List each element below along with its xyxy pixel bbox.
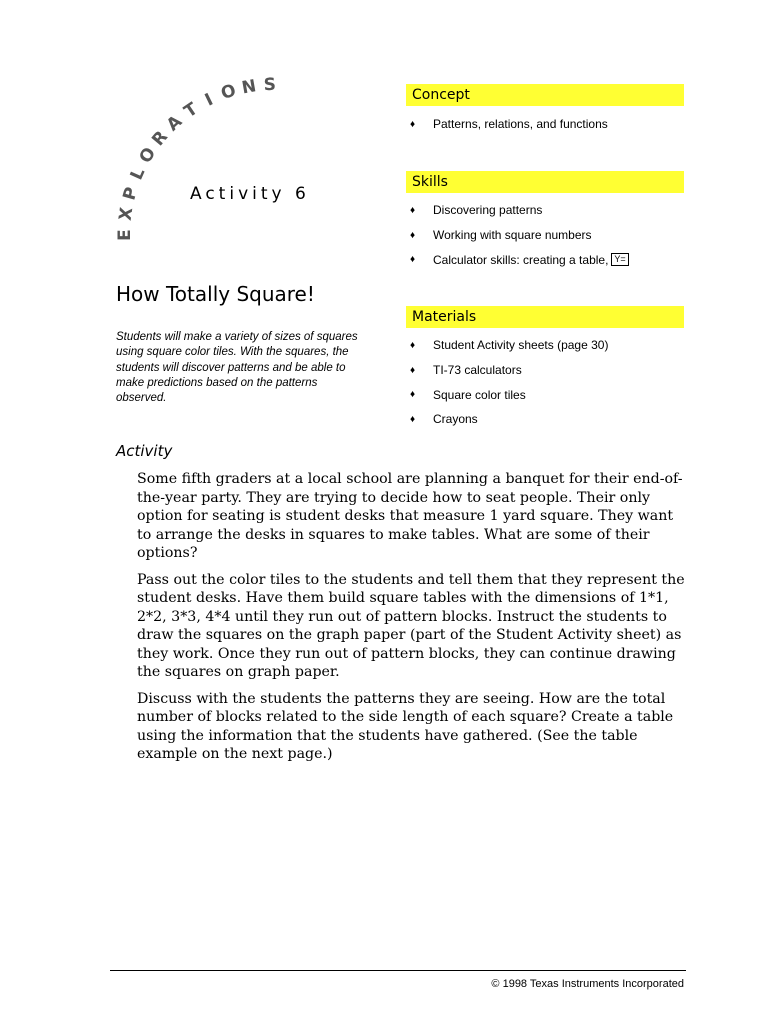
paragraph: Pass out the color tiles to the students and tell them that they represent the student desks. Have them build square tables with the dimensions of 1*1, 2*2, 3*3, 4*4 until they run out of pattern blocks. Instruct the students to draw the squares on the graph paper (part of the Student Activity sheet) as they work. Once they run out of pattern blocks, they can continue drawing the squares on graph paper. <box>137 571 685 680</box>
arc-letter: N <box>240 76 258 99</box>
arc-letter: A <box>163 111 187 136</box>
list-item: ♦ Working with square numbers <box>410 228 592 243</box>
activity-summary: Students will make a variety of sizes of squares using square color tiles. With the squares, the students will discover patterns and be able to make predictions based on the patterns observed. <box>116 331 358 405</box>
arc-letter: O <box>218 80 239 105</box>
diamond-bullet-icon: ♦ <box>410 254 416 266</box>
copyright-footer: © 1998 Texas Instruments Incorporated <box>491 978 684 990</box>
list-item: ♦ Square color tiles <box>410 387 526 402</box>
arc-letter: S <box>263 74 277 96</box>
list-item: ♦ TI-73 calculators <box>410 363 522 378</box>
materials-heading: Materials <box>406 306 684 328</box>
diamond-bullet-icon: ♦ <box>410 413 416 425</box>
list-item: ♦ Patterns, relations, and functions <box>410 117 608 132</box>
skills-heading: Skills <box>406 171 684 193</box>
paragraph: Some fifth graders at a local school are planning a banquet for their end-of-the-year party. They are trying to decide how to seat people. Their only option for seating is student desks that measure 1 yard square. They want to arrange the desks in squares to make tables. What are some of their options? <box>137 471 683 561</box>
arc-letter: I <box>201 89 217 111</box>
activity-heading: Activity <box>116 442 173 460</box>
materials-list <box>410 333 608 432</box>
concept-heading: Concept <box>406 84 684 106</box>
diamond-bullet-icon: ♦ <box>410 118 416 130</box>
y-equals-key-icon: Y= <box>611 253 628 266</box>
list-item: ♦ Crayons <box>410 412 478 427</box>
diamond-bullet-icon: ♦ <box>410 364 416 376</box>
footer-divider <box>110 970 686 971</box>
arc-letter: R <box>148 127 172 151</box>
diamond-bullet-icon: ♦ <box>410 204 416 216</box>
diamond-bullet-icon: ♦ <box>410 389 416 401</box>
arc-letter: T <box>180 99 202 123</box>
page-title: How Totally Square! <box>116 282 315 306</box>
activity-body <box>137 470 685 772</box>
explorations-arc-logo <box>100 70 300 250</box>
activity-number: Activity 6 <box>190 184 310 204</box>
concept-list <box>410 112 608 137</box>
list-item: ♦ Discovering patterns <box>410 203 543 218</box>
arc-letter: L <box>126 164 150 184</box>
diamond-bullet-icon: ♦ <box>410 229 416 241</box>
list-item: ♦ Student Activity sheets (page 30) <box>410 338 609 353</box>
diamond-bullet-icon: ♦ <box>410 339 416 351</box>
list-item: ♦ Calculator skills: creating a table, Y= <box>410 247 629 272</box>
arc-letter: E <box>115 229 135 241</box>
paragraph: Discuss with the students the patterns they are seeing. How are the total number of blocks related to the side length of each square? Create a table using the information that the students have gathered. (See the table example on the next page.) <box>137 690 674 762</box>
skills-list <box>410 198 629 272</box>
arc-letter: O <box>135 144 161 167</box>
arc-letter: P <box>119 184 143 203</box>
arc-letter: X <box>115 206 138 222</box>
